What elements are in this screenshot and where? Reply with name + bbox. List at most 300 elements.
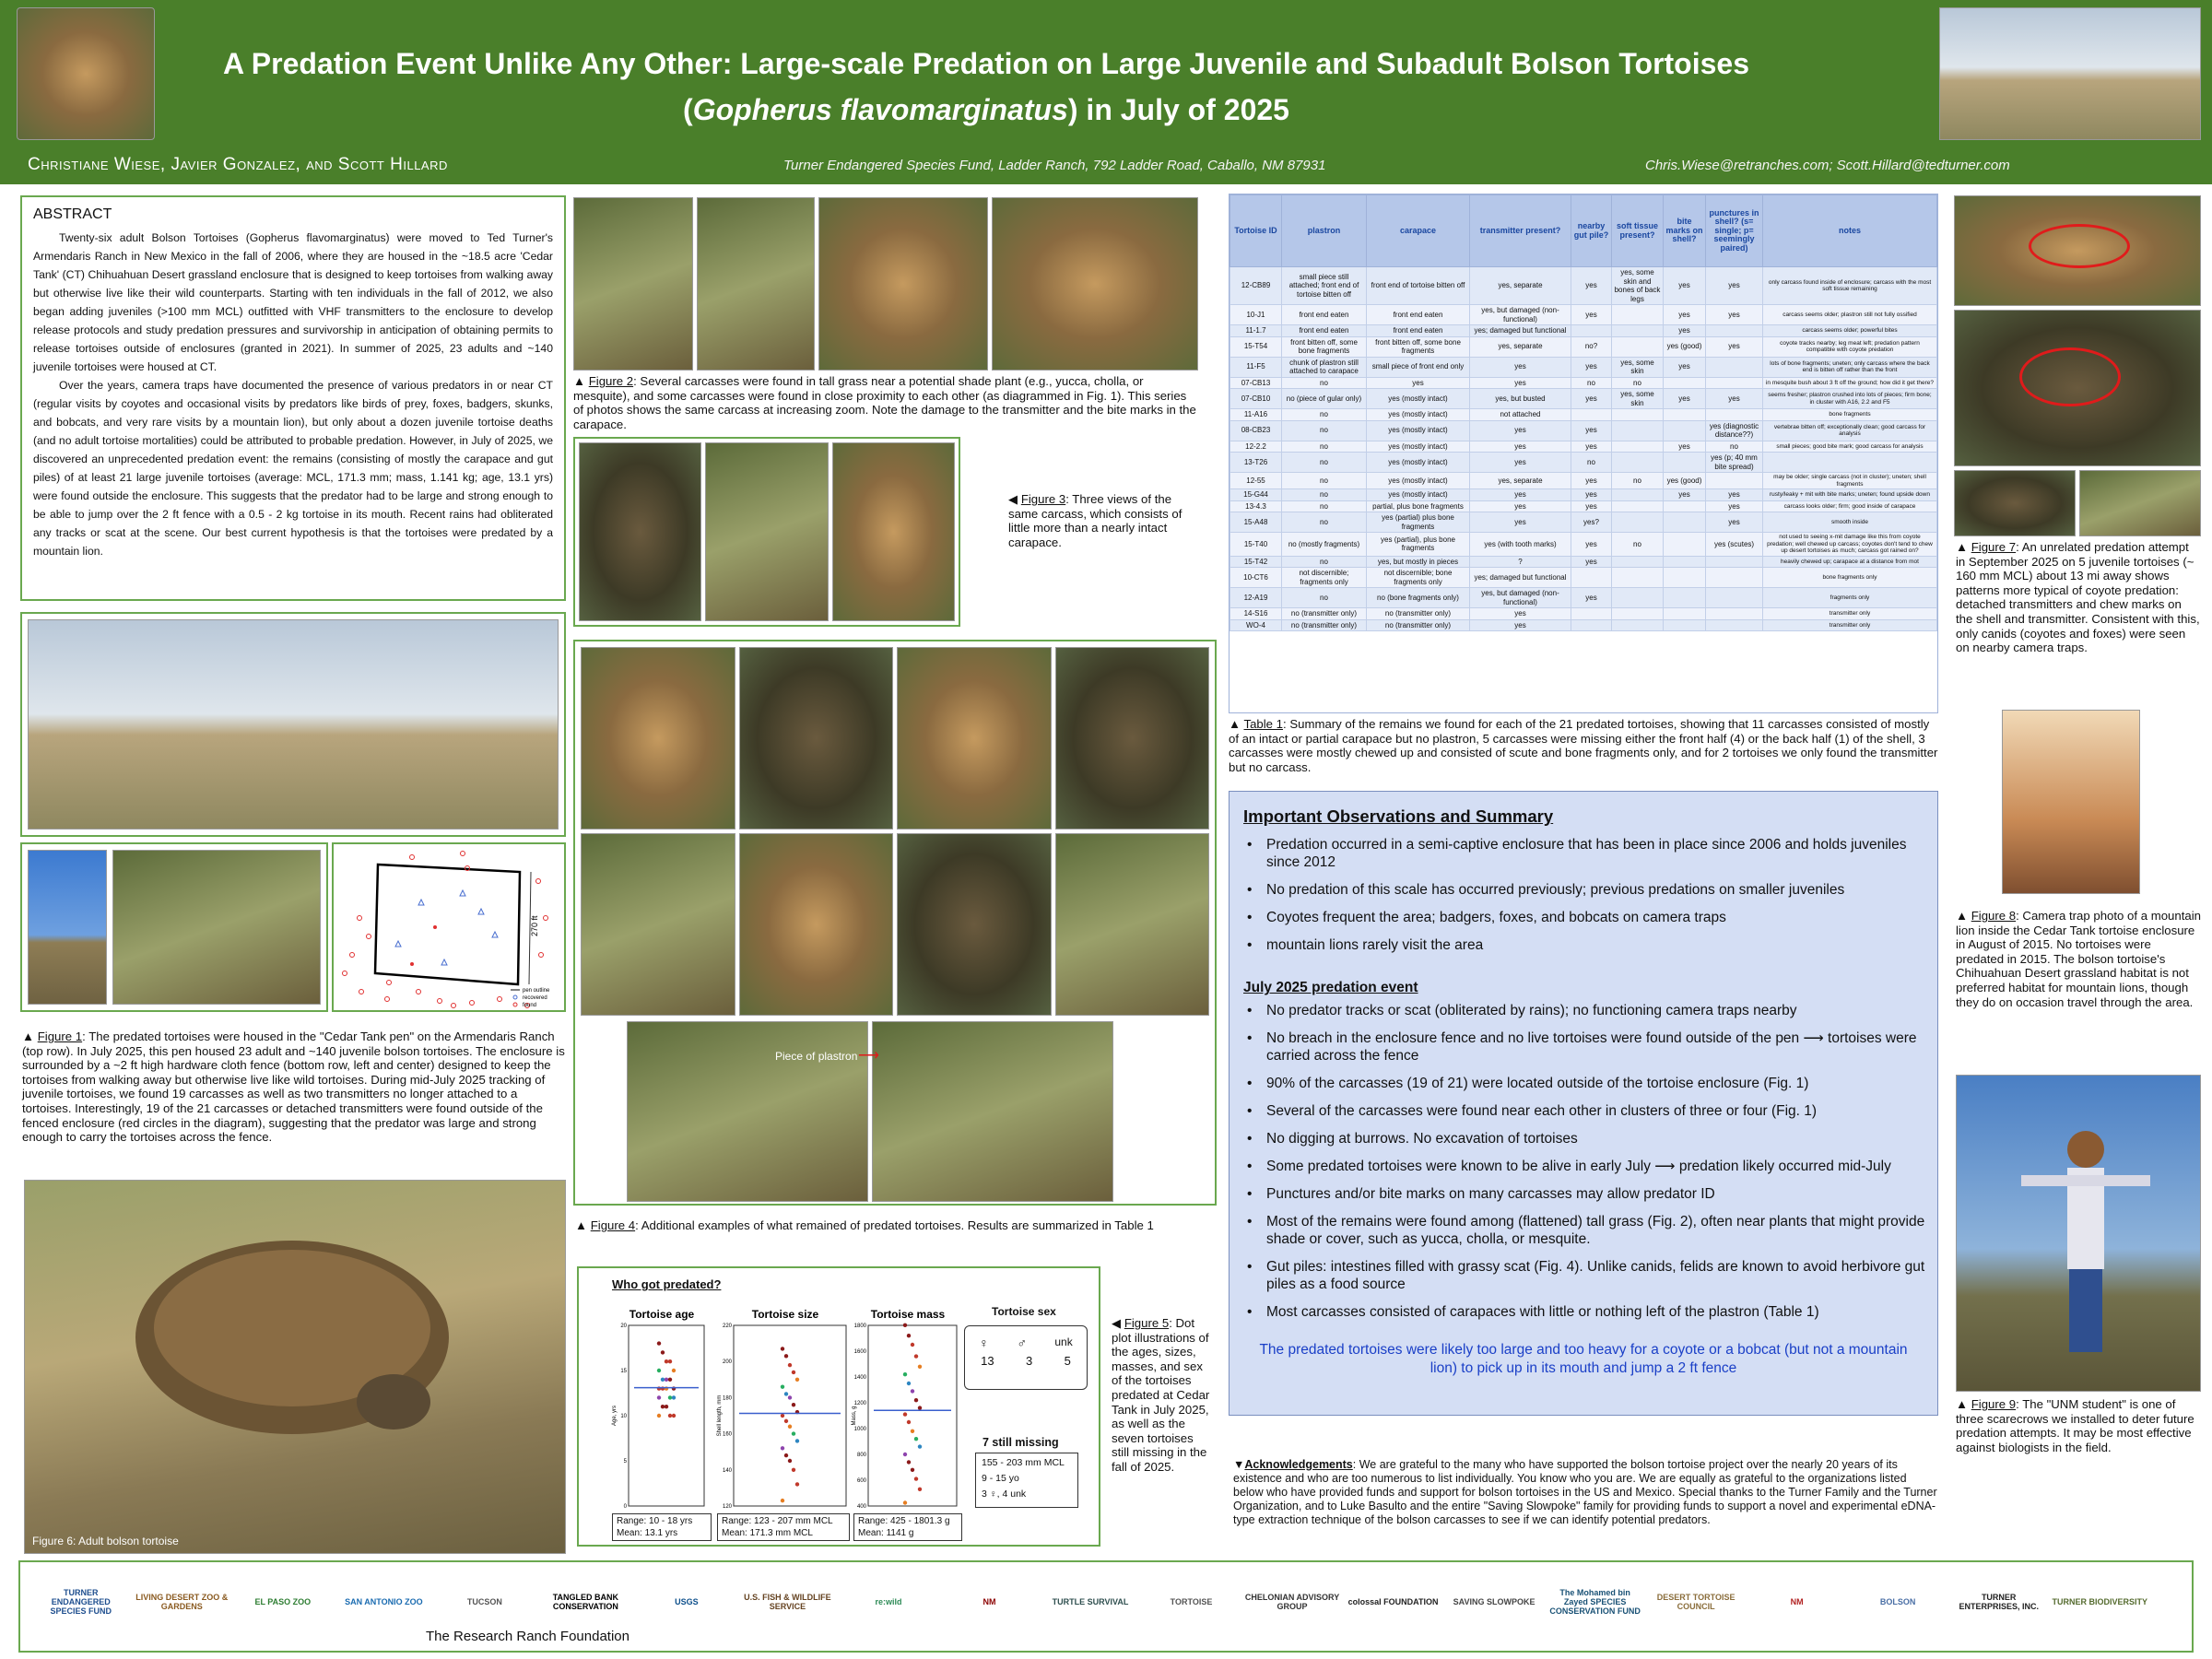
table-cell [1664,409,1706,421]
observation-item: • Several of the carcasses were found near each other in clusters of three or four (Fig. 1) [1243,1102,1925,1120]
table-cell: yes [1571,473,1612,489]
sponsor-logo: USGS [675,1597,699,1606]
table-cell: yes [1571,489,1612,501]
table-cell: yes; damaged but functional [1470,568,1571,588]
table-cell [1612,556,1664,568]
table-row [1230,305,1937,325]
age-mean: Mean: 13.1 yrs [617,1528,678,1538]
observation-item: • Punctures and/or bite marks on many carcasses may allow predator ID [1243,1185,1925,1203]
data-point [665,1378,668,1382]
table-cell: rusty/leaky + mit with bite marks; uneten; found upside down [1763,489,1937,501]
figure-2-photo-1 [573,197,693,371]
sponsor-logo: re:wild [875,1597,902,1606]
table-cell: yes [1470,619,1571,631]
data-point [903,1453,907,1456]
table-body [1230,267,1937,631]
observation-item: • 90% of the carcasses (19 of 21) were located outside of the tortoise enclosure (Fig. 1) [1243,1075,1925,1092]
table-cell: yes [1664,357,1706,377]
table-row [1230,489,1937,501]
table-row [1230,409,1937,421]
table-cell [1612,325,1664,337]
data-point [657,1341,661,1345]
plot-frame [734,1325,846,1506]
observation-item: • No predation of this scale has occurred previously; previous predations on smaller juveniles [1243,881,1925,899]
sponsor-logo: BOLSON [1879,1597,1916,1606]
chart-title: Tortoise mass [870,1308,946,1321]
table-cell: carcass seems older; plastron still not fully ossified [1763,305,1937,325]
figure-3-photos [573,437,960,627]
table-cell: bone fragments [1763,409,1937,421]
data-point [903,1372,907,1376]
data-point [911,1343,914,1347]
sponsor-logo: EL PASO ZOO [254,1597,312,1606]
tick-label: 20 [620,1324,627,1329]
data-point [788,1425,792,1429]
table-cell: 13-T26 [1230,453,1282,473]
tick-label: 160 [722,1431,732,1438]
data-point [918,1444,922,1448]
table-cell: yes [1571,588,1612,608]
sponsor-logo: TANGLED BANK CONSERVATION [552,1593,619,1611]
table-cell: no [1282,473,1367,489]
enclosure-diagram [334,844,564,1010]
table-cell: transmitter only [1763,619,1937,631]
inside-markers [410,925,437,966]
table-cell: coyote tracks nearby; leg meat left; predation pattern compatible with coyote predation [1763,336,1937,357]
table-cell [1664,568,1706,588]
observation-item: • Some predated tortoises were known to be alive in early July ⟶ predation likely occurred mid-July [1243,1158,1925,1175]
table-cell: seems fresher; plastron crushed into lots of pieces; firm bone; in cluster with A16, 2.2 and F5 [1763,389,1937,409]
table-header-cell: punctures in shell? (s= single; p= seemingly paired) [1706,195,1763,267]
table-cell: yes [1571,533,1612,557]
table-cell: yes [1571,357,1612,377]
data-point [903,1412,907,1416]
data-point [914,1437,918,1441]
tick-label: 200 [722,1359,732,1366]
table-cell: yes, but busted [1470,389,1571,409]
table-cell [1706,556,1763,568]
table-cell: yes (p; 40 mm bite spread) [1706,453,1763,473]
table-cell: yes (partial), plus bone fragments [1367,533,1470,557]
figure-4-caption: ▲ Figure 4: Additional examples of what remained of predated tortoises. Results are summarized in Table 1 [575,1218,1154,1232]
recovered-markers [395,890,498,965]
table-cell: yes [1571,441,1612,453]
table-row [1230,588,1937,608]
data-point [918,1406,922,1409]
axis-label: Shell length, mm [717,1394,723,1437]
figure-8-text: : Camera trap photo of a mountain lion inside the Cedar Tank tortoise enclosure in August of 2015. No tortoises were predated in 2015. The bolson tortoise's Chihuahuan Desert grassland habitat is not preferred habitat for mountain lions, though they do on occasion travel through the area. [1956,909,2201,1009]
table-cell: 10-CT6 [1230,568,1282,588]
tick-label: 0 [623,1504,627,1510]
figure-2-photos [573,197,1198,371]
title-line-2-end: ) in July of 2025 [1067,93,1289,126]
data-point [781,1499,784,1502]
table-cell: yes [1571,500,1612,512]
table-cell [1612,619,1664,631]
tick-label: 1200 [853,1401,866,1406]
sponsor-logo: TURNER BIODIVERSITY [2052,1597,2147,1606]
tick-label: 10 [620,1414,627,1419]
missing-sex: 3 ♀, 4 unk [982,1488,1027,1500]
abstract-box [20,195,566,601]
title-line-1: A Predation Event Unlike Any Other: Large-scale Predation on Large Juvenile and Subadult Bolson Tortoises [222,47,1749,80]
figure-4-photo-7 [897,833,1052,1016]
figure-8-label: Figure 8 [1971,909,2017,923]
header-tortoise-photo [17,7,155,140]
tortoise-icon [25,1181,567,1555]
table-cell: not discernible; bone fragments only [1367,568,1470,588]
table-cell: 12-A19 [1230,588,1282,608]
figure-5-text: : Dot plot illustrations of the ages, sizes, masses, and sex of the tortoises predated at Cedar Tank in July 2025, as well as the seven tortoises still missing in the fall of 2025. [1112,1316,1210,1474]
table-cell: yes (diagnostic distance??) [1706,420,1763,441]
table-cell: heavily chewed up; carapace at a distance from mot [1763,556,1937,568]
july-list [1243,1002,1925,1321]
table-cell: small pieces; good bite mark; good carcass for analysis [1763,441,1937,453]
table-cell: chunk of plastron still attached to carapace [1282,357,1367,377]
tick-label: 140 [722,1467,732,1474]
table-cell [1612,305,1664,325]
figure-1-diagram-box [332,842,566,1012]
table-cell: ? [1470,556,1571,568]
table-cell: yes, some skin and bones of back legs [1612,267,1664,305]
table-cell [1612,568,1664,588]
tick-label: 1600 [853,1349,866,1355]
title-species: Gopherus flavomarginatus [692,93,1068,126]
table-cell: no (mostly fragments) [1282,533,1367,557]
header-landscape-photo [1939,7,2201,140]
table-cell: no (transmitter only) [1367,608,1470,620]
figure-4-photo-5 [581,833,735,1016]
table-row [1230,389,1937,409]
figure-4-photo-3 [897,647,1052,830]
scarecrow-icon [1957,1076,2202,1393]
table-cell: 11-F5 [1230,357,1282,377]
data-point [672,1414,676,1418]
table-cell: 12-55 [1230,473,1282,489]
data-point [781,1347,784,1350]
figure-7-circle-1 [2029,224,2130,268]
data-point [788,1459,792,1463]
acknowledgements: ▼Acknowledgements: We are grateful to the many who have supported the bolson tortoise project over the nearly 20 years of its existence and who are too numerous to list individually. You know who you are. We are equally as grateful to the organizations listed below who have provided funds and support for bolson tortoises in the US and Mexico. Special thanks to the Turner Family and the Turner Organization, and to Luke Basulto and the entire "Saving Slowpoke" family for providing funds to support a novel and experimental eDNA-type extraction technique of the bolson carcasses to see if we can identify potential predators. [1233,1458,1937,1526]
fence-photo-left [28,850,107,1005]
sponsor-logo: NM [982,1597,996,1606]
table-cell: 15-G44 [1230,489,1282,501]
dimension-label: 270 ft [530,915,539,936]
table-cell: yes [1470,420,1571,441]
table-cell: no [1282,556,1367,568]
figure-6-caption: Figure 6: Adult bolson tortoise [32,1535,179,1547]
figure-3-text: : Three views of the same carcass, which consists of little more than a nearly intact carapace. [1008,492,1182,549]
sponsor-logo: The Mohamed bin Zayed SPECIES CONSERVATION FUND [1549,1588,1641,1616]
legend-found: found [523,1003,537,1008]
figure-7-photos [1954,195,2201,535]
sponsor-footer [18,1560,2194,1653]
table-cell [1706,325,1763,337]
figure-1-label: Figure 1 [37,1030,83,1043]
figure-4-photo-1 [581,647,735,830]
table-cell: yes [1706,512,1763,533]
figure-5-label: Figure 5 [1124,1316,1170,1330]
sponsor-logo: SAN ANTONIO ZOO [345,1597,423,1606]
tick-label: 1800 [853,1324,866,1329]
title-line-2: (Gopherus flavomarginatus) in July of 2025 [683,93,1289,126]
table-cell: no [1282,409,1367,421]
sponsor-logo: NM [1790,1597,1804,1606]
address: Turner Endangered Species Fund, Ladder Ranch, 792 Ladder Road, Caballo, NM 87931 [783,158,1326,173]
table-cell: 15-T54 [1230,336,1282,357]
table-cell: in mesquite bush about 3 ft off the ground; how did it get there? [1763,377,1937,389]
plastron-annotation: Piece of plastron [775,1050,858,1063]
table-cell: yes [1706,267,1763,305]
figure-3-photo-1 [579,442,701,621]
table-cell: 07-CB13 [1230,377,1282,389]
sponsor-logo: TORTOISE [1170,1597,1213,1606]
data-point [792,1403,795,1406]
table-cell: yes, some skin [1612,389,1664,409]
table-cell: yes (mostly intact) [1367,389,1470,409]
figure-1-fence-box [20,842,328,1012]
table-cell [1664,377,1706,389]
table-cell [1706,409,1763,421]
figure-4-photo-10 [872,1021,1113,1202]
figure-7-label: Figure 7 [1971,540,2017,554]
emails[interactable]: Chris.Wiese@retranches.com; Scott.Hillard@tedturner.com [1645,158,2010,173]
observations-heading: Important Observations and Summary [1243,806,1554,826]
data-point [781,1446,784,1450]
table-cell: no [1282,420,1367,441]
figure-2-photo-4 [992,197,1198,371]
mass-stats [853,1513,962,1541]
table-cell: yes [1470,489,1571,501]
size-range: Range: 123 - 207 mm MCL [722,1516,833,1526]
figure-1-text: : The predated tortoises were housed in the "Cedar Tank pen" on the Armendaris Ranch (top row). In July 2025, this pen housed 23 adult and ~140 juvenile bolson tortoises. The enclosure is surrounded by a ~2 ft high hardware cloth fence (bottom row, left and center) designed to keep the tortoises from walking away but otherwise live like wild tortoises. During mid-July 2025 tracking of juvenile tortoises, we found 19 carcasses as well as two transmitters no longer attached to a tortoises. Interestingly, 19 of the 21 carcasses or detached transmitters were found outside of the fenced enclosure (red circles in the diagram), suggesting that the predator was large and strong enough to carry the tortoises across the fence. [22,1030,565,1145]
figure-7-photo-1 [1954,195,2201,306]
table-cell: front bitten off, some bone fragments [1367,336,1470,357]
table-row [1230,608,1937,620]
figure-2-caption: ▲ Figure 2: Several carcasses were found in tall grass near a potential shade plant (e.g., yucca, cholla, or mesquite), and some carcasses were found in close proximity to each other (as diagrammed in Fig. 1). This series of photos shows the same carcass at increasing zoom. Note the damage to the transmitter and the bite marks in the carapace. [573,374,1196,431]
table-cell: yes [1706,305,1763,325]
table-cell: yes [1367,377,1470,389]
data-point [918,1365,922,1369]
figure-3-label: Figure 3 [1020,492,1066,506]
data-point [792,1371,795,1374]
tick-label: 220 [722,1324,732,1329]
table-row [1230,377,1937,389]
data-point [781,1414,784,1418]
data-point [914,1354,918,1358]
table-cell [1706,568,1763,588]
table-cell: no [1282,453,1367,473]
table-cell [1612,409,1664,421]
table-cell [1571,619,1612,631]
table-cell: yes [1571,389,1612,409]
tick-label: 600 [856,1478,866,1484]
table-1-label: Table 1 [1243,717,1284,731]
data-point [795,1378,799,1382]
female-symbol: ♀ [979,1335,989,1350]
table-row [1230,556,1937,568]
figure-2-photo-2 [697,197,815,371]
data-point [903,1324,907,1327]
table-cell [1664,533,1706,557]
table-cell: no [1282,377,1367,389]
table-cell: yes [1571,305,1612,325]
table-cell: 12-CB89 [1230,267,1282,305]
chart-title: Tortoise age [629,1308,695,1321]
table-cell: yes, separate [1470,336,1571,357]
table-cell: yes, separate [1470,267,1571,305]
table-cell: not used to seeing x-mit damage like this from coyote predation; well chewed up carcass; coyotes don't tend to chew up desert tortoises as much; carcass got rained on? [1763,533,1937,557]
table-cell [1612,512,1664,533]
table-cell: yes [1571,420,1612,441]
table-cell: yes (good) [1664,473,1706,489]
table-cell: yes [1664,305,1706,325]
table-header-cell: nearby gut pile? [1571,195,1612,267]
observation-item: • Coyotes frequent the area; badgers, foxes, and bobcats on camera traps [1243,909,1925,926]
figure-3-caption: ◀ Figure 3: Three views of the same carcass, which consists of little more than a nearly intact carapace. [1008,492,1182,549]
data-point [795,1482,799,1486]
table-cell: 08-CB23 [1230,420,1282,441]
figure-5-box [577,1266,1100,1547]
table-cell [1664,556,1706,568]
table-cell: yes (good) [1664,336,1706,357]
table-1-caption: ▲ Table 1: Summary of the remains we found for each of the 21 predated tortoises, showing that 11 carcasses consisted of mostly of an intact or partial carapace but no plastron, 5 carcasses were missing either the front half (4) or the back half (1) of the shell, 3 carcasses were mostly chewed up and consisted of scute and bone fragments only, and for 2 tortoises we only found the transmitter but no carcass. [1229,717,1938,774]
figure-8-caption: ▲ Figure 8: Camera trap photo of a mountain lion inside the Cedar Tank tortoise enclosure in August of 2015. No tortoises were predated in 2015. The bolson tortoise's Chihuahuan Desert grassland habitat is not preferred habitat for mountain lions, though they do on occasion travel through the area. [1956,909,2201,1009]
table-cell: yes [1470,512,1571,533]
table-cell: yes [1706,336,1763,357]
data-point [907,1460,911,1464]
observations-list [1243,836,1925,954]
table-cell: no (transmitter only) [1282,619,1367,631]
table-cell: yes, some skin [1612,357,1664,377]
table-cell: front end eaten [1367,305,1470,325]
data-point [665,1405,668,1408]
data-point [792,1468,795,1472]
observation-item: • Most carcasses consisted of carapaces with little or nothing left of the plastron (Table 1) [1243,1303,1925,1321]
table-cell: transmitter only [1763,608,1937,620]
table-row [1230,325,1937,337]
sponsor-logo: TURNER ENDANGERED SPECIES FUND [50,1588,112,1616]
female-count: 13 [981,1354,994,1368]
table-cell: small piece still attached; front end of tortoise bitten off [1282,267,1367,305]
figure-4-photo-4 [1055,647,1210,830]
table-cell: yes; damaged but functional [1470,325,1571,337]
poster-title [221,41,1751,133]
data-point [911,1389,914,1393]
table-cell: yes [1664,389,1706,409]
sponsor-logo: DESERT TORTOISE COUNCIL [1656,1593,1735,1611]
table-cell: WO-4 [1230,619,1282,631]
data-point [672,1369,676,1372]
mass-mean: Mean: 1141 g [858,1528,914,1538]
table-cell: yes [1571,556,1612,568]
observation-item: • No breach in the enclosure fence and no live tortoises were found outside of the pen ⟶ tortoises were carried across the fence [1243,1030,1925,1065]
cedar-tank-landscape-photo [28,619,559,830]
figure-4-photos [573,640,1217,1206]
abstract-heading: ABSTRACT [33,206,112,222]
sponsor-logo: U.S. FISH & WILDLIFE SERVICE [744,1593,831,1611]
plot-frame [868,1325,957,1506]
table-cell [1664,619,1706,631]
figure-9-label: Figure 9 [1971,1397,2017,1411]
tick-label: 400 [856,1504,866,1510]
table-cell: not attached [1470,409,1571,421]
table-cell: no [1282,489,1367,501]
table-cell: yes [1470,441,1571,453]
data-point [907,1420,911,1424]
table-cell: vertebrae bitten off; exceptionally clean; good carcass for analysis [1763,420,1937,441]
table-cell: lots of bone fragments; uneten; only carcass where the back end is bitten off rather than the front [1763,357,1937,377]
legend-recovered: recovered [523,995,547,1001]
table-cell [1664,588,1706,608]
table-cell: 15-T42 [1230,556,1282,568]
table-cell: front end eaten [1367,325,1470,337]
tick-label: 1000 [853,1427,866,1432]
table-cell: no [1571,377,1612,389]
table-cell: no [1612,533,1664,557]
figure-3-photo-3 [832,442,955,621]
figure-7-caption: ▲ Figure 7: An unrelated predation attempt in September 2025 on 5 juvenile tortoises (~ 160 mm MCL) about 13 mi away shows patterns more typical of coyote predation: detached transmitters and chew marks on the shell and transmitter. Consistent with this, only canids (coyotes and foxes) were seen on nearby camera traps. [1956,540,2200,655]
table-cell: yes? [1571,512,1612,533]
table-row [1230,568,1937,588]
observation-item: • Most of the remains were found among (flattened) tall grass (Fig. 2), often near plants that might provide shade or cover, such as yucca, cholla, or mesquite. [1243,1213,1925,1248]
table-cell [1706,619,1763,631]
table-cell: front end eaten [1282,305,1367,325]
table-header-cell: Tortoise ID [1230,195,1282,267]
table-cell: no? [1571,336,1612,357]
figure-5-caption: ◀ Figure 5: Dot plot illustrations of the ages, sizes, masses, and sex of the tortoises predated at Cedar Tank in July 2025, as well as the seven tortoises still missing in the fall of 2025. [1112,1316,1210,1474]
authors: Christiane Wiese, Javier Gonzalez, and Scott Hillard [28,155,448,174]
table-cell: yes (scutes) [1706,533,1763,557]
table-row [1230,512,1937,533]
data-point [665,1359,668,1363]
table-cell: only carcass found inside of enclosure; carcass with the most soft tissue remaining [1763,267,1937,305]
sponsor-logo: colossal FOUNDATION [1347,1597,1439,1606]
data-point [788,1395,792,1399]
table-cell: yes (mostly intact) [1367,420,1470,441]
unknown-label: unk [1054,1335,1073,1348]
table-cell: carcass looks older; firm; good inside of carapace [1763,500,1937,512]
figure-2-label: Figure 2 [588,374,634,388]
table-row [1230,619,1937,631]
figure-9-scarecrow-photo [1956,1075,2201,1392]
table-cell [1612,441,1664,453]
observation-item: • Predation occurred in a semi-captive enclosure that has been in place since 2006 and holds juveniles since 2012 [1243,836,1925,871]
table-cell: no [1282,512,1367,533]
table-cell [1612,608,1664,620]
table-cell: yes, but damaged (non-functional) [1470,588,1571,608]
table-cell [1664,500,1706,512]
table-cell: yes [1470,500,1571,512]
observation-item: • No predator tracks or scat (obliterated by rains); no functioning camera traps nearby [1243,1002,1925,1019]
data-point [668,1359,672,1363]
table-row [1230,500,1937,512]
age-range: Range: 10 - 18 yrs [617,1516,693,1526]
table-cell: yes [1470,377,1571,389]
table-cell: no (piece of gular only) [1282,389,1367,409]
male-count: 3 [1025,1354,1033,1368]
table-cell: no [1612,377,1664,389]
sex-box [964,1325,1088,1390]
table-row [1230,420,1937,441]
table-cell: yes [1571,267,1612,305]
missing-size: 155 - 203 mm MCL [982,1457,1065,1468]
table-cell: yes (mostly intact) [1367,409,1470,421]
table-cell [1612,588,1664,608]
data-point [792,1431,795,1435]
tick-label: 800 [856,1453,866,1458]
table-cell [1612,336,1664,357]
